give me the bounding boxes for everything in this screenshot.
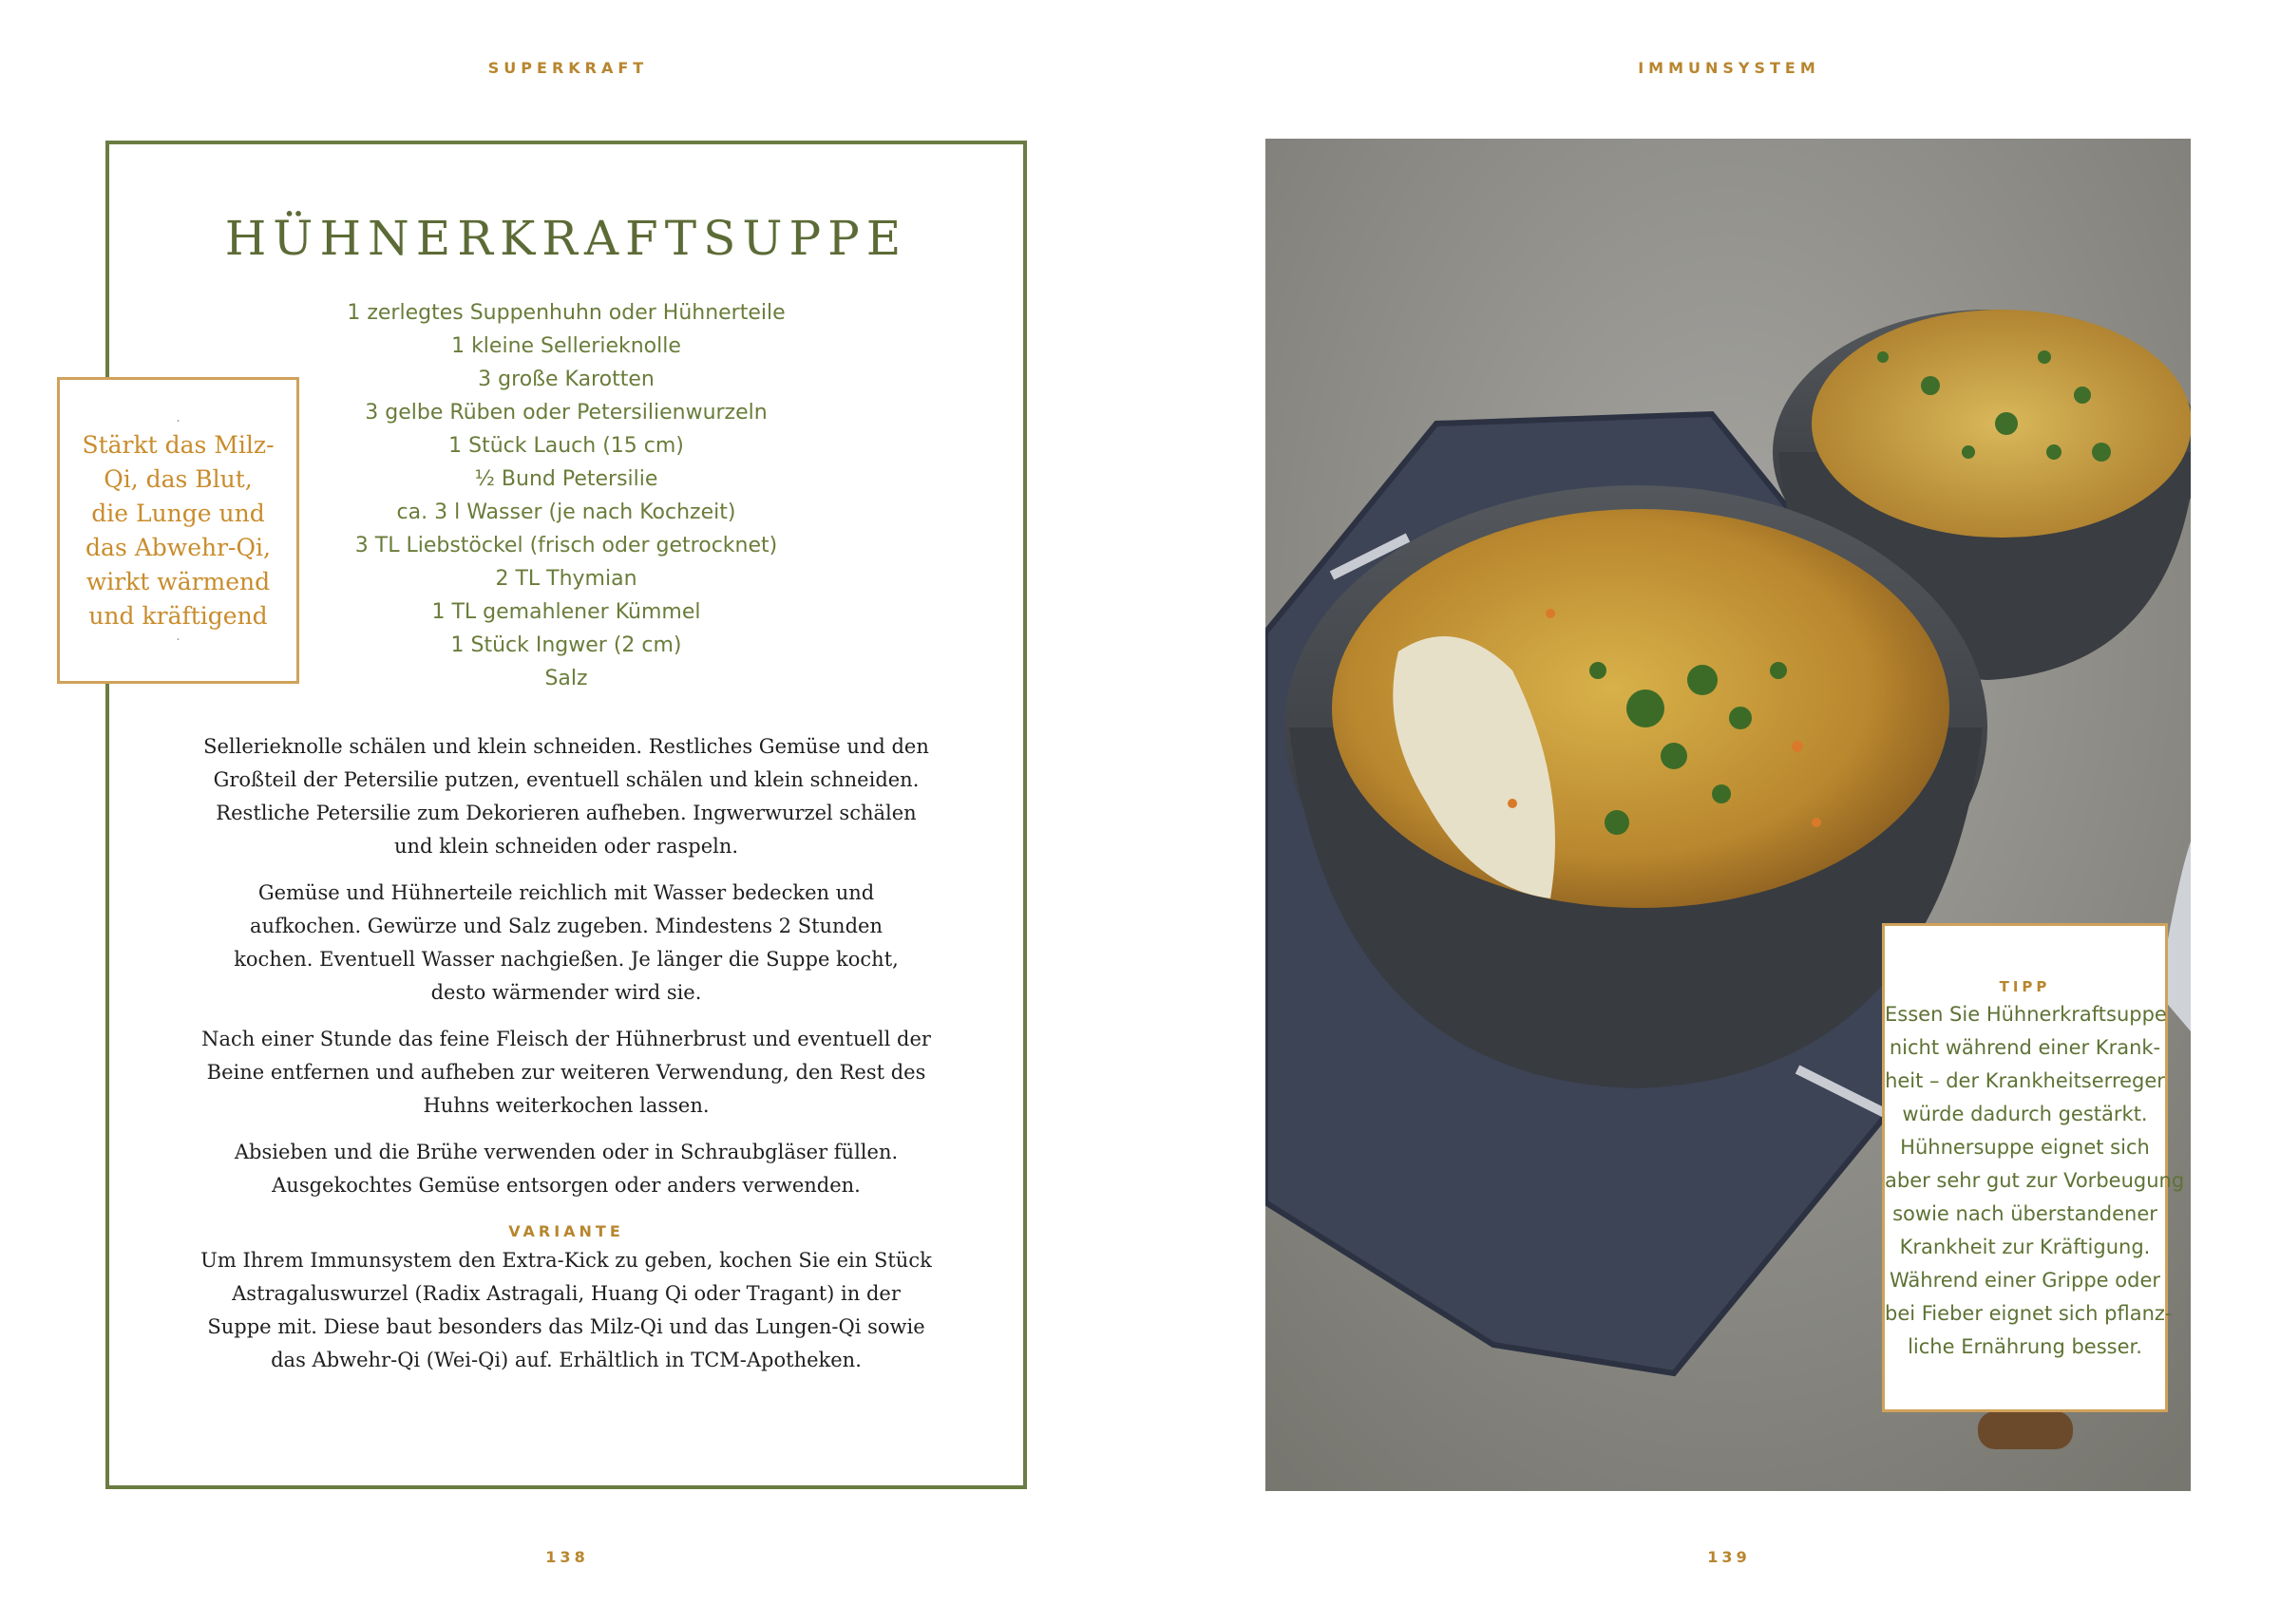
variant-heading: VARIANTE <box>508 1222 624 1240</box>
tip-line: sowie nach überstandener <box>1892 1202 2157 1225</box>
ornament-dot: · <box>176 632 180 648</box>
tip-box <box>1882 923 2185 1412</box>
instruction-paragraph <box>195 1136 938 1202</box>
recipe-title: HÜHNERKRAFTSUPPE <box>224 211 908 266</box>
variant-line: Astragaluswurzel (Radix Astragali, Huang Qi oder Tragant) in der <box>232 1282 901 1305</box>
instruction-line: Gemüse und Hühnerteile reichlich mit Wasser bedecken und <box>257 881 875 904</box>
ingredient-item: 1 TL gemahlener Kümmel <box>431 600 701 624</box>
ingredient-item: 1 Stück Ingwer (2 cm) <box>450 633 682 657</box>
benefits-line: und kräftigend <box>88 601 268 630</box>
instruction-line: desto wärmender wird sie. <box>430 981 702 1004</box>
ingredient-item: 1 zerlegtes Suppenhuhn oder Hühnerteile <box>347 301 786 325</box>
benefits-line: Stärkt das Milz- <box>82 430 275 459</box>
instruction-paragraph <box>195 1023 938 1123</box>
instruction-line: Nach einer Stunde das feine Fleisch der Hühnerbrust und eventuell der <box>201 1028 931 1050</box>
running-head-right: IMMUNSYSTEM <box>1638 59 1820 77</box>
instruction-line: und klein schneiden oder raspeln. <box>393 835 739 858</box>
ingredient-item: 1 kleine Sellerieknolle <box>451 334 681 358</box>
instruction-line: kochen. Eventuell Wasser nachgießen. Je länger die Suppe kocht, <box>234 948 899 971</box>
page-number-right: 139 <box>1707 1548 1751 1566</box>
instruction-line: Ausgekochtes Gemüse entsorgen oder anders verwenden. <box>272 1174 861 1197</box>
ingredient-item: 3 gelbe Rüben oder Petersilienwurzeln <box>365 401 768 425</box>
benefits-line: wirkt wärmend <box>86 567 271 595</box>
ingredient-item: 3 TL Liebstöckel (frisch oder getrocknet) <box>354 534 778 557</box>
instruction-line: Beine entfernen und aufheben zur weiteren Verwendung, den Rest des <box>206 1061 926 1084</box>
tip-line: nicht während einer Krank- <box>1889 1036 2161 1059</box>
recipe-frame <box>105 141 1027 1489</box>
variant-line: Um Ihrem Immunsystem den Extra-Kick zu geben, kochen Sie ein Stück <box>200 1249 932 1272</box>
ingredient-item: ½ Bund Petersilie <box>474 467 658 491</box>
tip-line: Während einer Grippe oder <box>1889 1269 2161 1292</box>
instructions <box>195 730 938 1390</box>
tip-heading: TIPP <box>1999 978 2051 995</box>
tip-line: aber sehr gut zur Vorbeugung <box>1885 1169 2185 1192</box>
ornament-dot: · <box>176 413 180 429</box>
ingredient-item: 2 TL Thymian <box>495 567 637 591</box>
variant-text <box>195 1244 938 1377</box>
benefits-line: die Lunge und <box>91 499 265 527</box>
tip-line: würde dadurch gestärkt. <box>1902 1103 2148 1125</box>
ingredient-item: 1 Stück Lauch (15 cm) <box>448 434 684 458</box>
page-number-left: 138 <box>545 1548 589 1566</box>
instruction-line: Absieben und die Brühe verwenden oder in Schraubgläser füllen. <box>234 1141 899 1163</box>
instruction-line: Restliche Petersilie zum Dekorieren aufheben. Ingwerwurzel schälen <box>216 802 917 824</box>
instruction-line: Großteil der Petersilie putzen, eventuell schälen und klein schneiden. <box>213 768 920 791</box>
tip-line: liche Ernährung besser. <box>1908 1335 2142 1358</box>
benefits-line: Qi, das Blut, <box>104 464 253 493</box>
tip-text <box>1885 998 2185 1364</box>
instruction-line: aufkochen. Gewürze und Salz zugeben. Mindestens 2 Stunden <box>250 915 883 937</box>
ingredient-item: Salz <box>544 667 588 690</box>
instruction-line: Sellerieknolle schälen und klein schneiden. Restliches Gemüse und den <box>203 735 929 758</box>
tip-line: heit – der Krankheitserreger <box>1885 1069 2165 1092</box>
variant-line: das Abwehr-Qi (Wei-Qi) auf. Erhältlich in TCM-Apotheken. <box>271 1349 862 1371</box>
benefits-sidebar <box>57 377 299 684</box>
instruction-paragraph <box>195 730 938 863</box>
ingredient-item: ca. 3 l Wasser (je nach Kochzeit) <box>396 500 736 524</box>
running-head-left: SUPERKRAFT <box>487 59 649 77</box>
ingredient-item: 3 große Karotten <box>478 368 655 391</box>
instruction-paragraph <box>195 877 938 1010</box>
tip-line: Krankheit zur Kräftigung. <box>1899 1236 2151 1258</box>
benefits-text <box>72 428 283 633</box>
variant-line: Suppe mit. Diese baut besonders das Milz-Qi und das Lungen-Qi sowie <box>207 1315 925 1338</box>
tip-line: Essen Sie Hühnerkraftsuppe <box>1885 1003 2167 1026</box>
instruction-line: Huhns weiterkochen lassen. <box>423 1094 710 1117</box>
tip-line: bei Fieber eignet sich pflanz- <box>1885 1302 2173 1325</box>
tip-line: Hühnersuppe eignet sich <box>1900 1136 2150 1159</box>
benefits-line: das Abwehr-Qi, <box>86 533 271 561</box>
